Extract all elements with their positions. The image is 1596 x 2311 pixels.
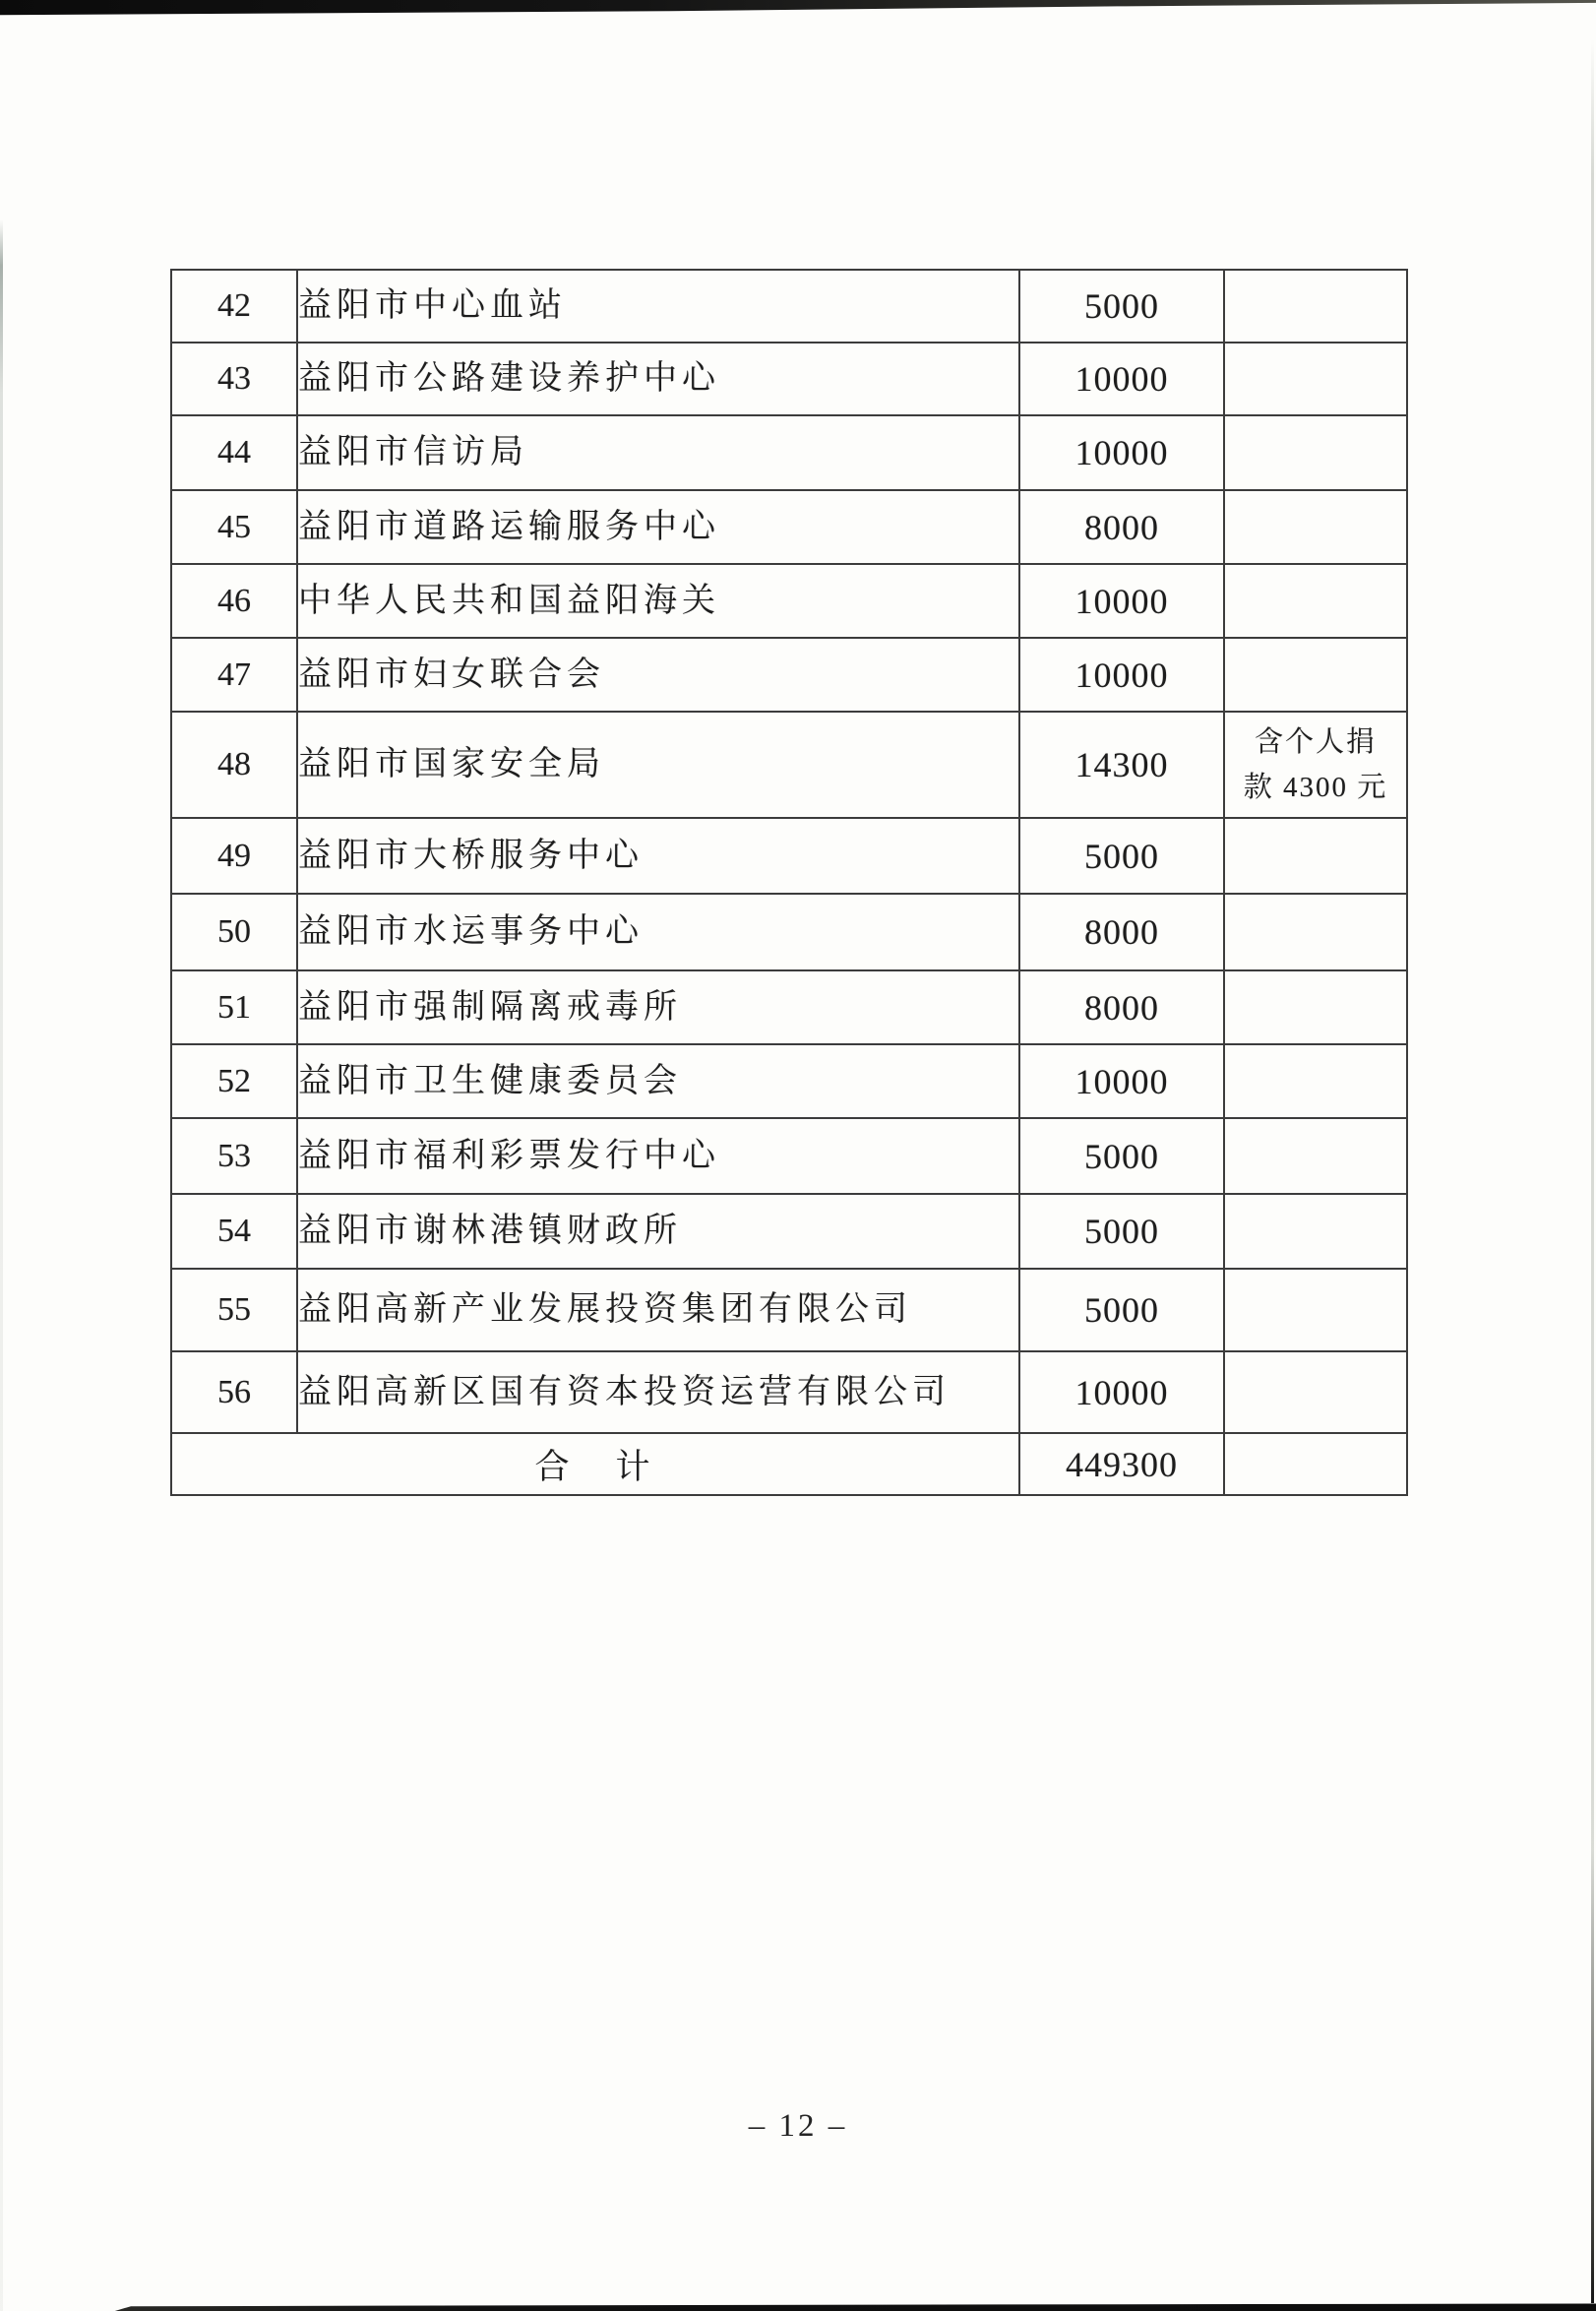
note-cell <box>1224 638 1407 712</box>
org-name-cell: 益阳市国家安全局 <box>297 712 1019 818</box>
amount-cell: 10000 <box>1019 1044 1224 1118</box>
org-name-cell: 益阳市福利彩票发行中心 <box>297 1118 1019 1194</box>
amount-cell: 8000 <box>1019 970 1224 1044</box>
total-label-cell: 合 计 <box>171 1433 1019 1495</box>
note-cell <box>1224 970 1407 1044</box>
note-cell <box>1224 1269 1407 1351</box>
note-line: 含个人捐 <box>1254 726 1377 758</box>
table-row <box>171 818 1407 894</box>
table-row <box>171 564 1407 638</box>
row-number-cell: 43 <box>171 343 297 415</box>
table-row <box>171 712 1407 818</box>
amount-cell: 8000 <box>1019 894 1224 970</box>
org-name-cell: 益阳市信访局 <box>297 415 1019 490</box>
total-row <box>171 1433 1407 1495</box>
org-name-cell: 益阳市妇女联合会 <box>297 638 1019 712</box>
note-cell <box>1224 415 1407 490</box>
row-number-cell: 50 <box>171 894 297 970</box>
row-number-cell: 48 <box>171 712 297 818</box>
row-number-cell: 44 <box>171 415 297 490</box>
org-name-cell: 中华人民共和国益阳海关 <box>297 564 1019 638</box>
note-cell <box>1224 818 1407 894</box>
row-number-cell: 47 <box>171 638 297 712</box>
amount-cell: 10000 <box>1019 638 1224 712</box>
scan-artifact-top-edge <box>0 0 1596 16</box>
table-row <box>171 1269 1407 1351</box>
amount-cell: 8000 <box>1019 490 1224 564</box>
org-name-cell: 益阳高新产业发展投资集团有限公司 <box>297 1269 1019 1351</box>
org-name-cell: 益阳市大桥服务中心 <box>297 818 1019 894</box>
note-cell <box>1224 564 1407 638</box>
donation-table <box>170 269 1408 1496</box>
row-number-cell: 45 <box>171 490 297 564</box>
note-cell <box>1224 894 1407 970</box>
row-number-cell: 51 <box>171 970 297 1044</box>
note-cell <box>1224 343 1407 415</box>
amount-cell: 10000 <box>1019 564 1224 638</box>
amount-cell: 10000 <box>1019 415 1224 490</box>
table-row <box>171 1351 1407 1433</box>
scan-artifact-right-edge <box>1591 39 1594 2303</box>
amount-cell: 5000 <box>1019 1118 1224 1194</box>
amount-cell: 14300 <box>1019 712 1224 818</box>
amount-cell: 10000 <box>1019 343 1224 415</box>
table-row <box>171 490 1407 564</box>
note-cell <box>1224 1118 1407 1194</box>
note-cell <box>1224 1194 1407 1269</box>
table-row <box>171 270 1407 343</box>
row-number-cell: 55 <box>171 1269 297 1351</box>
table-row <box>171 970 1407 1044</box>
org-name-cell: 益阳市强制隔离戒毒所 <box>297 970 1019 1044</box>
table-row <box>171 894 1407 970</box>
note-cell <box>1224 1044 1407 1118</box>
table-row <box>171 1044 1407 1118</box>
table-row <box>171 343 1407 415</box>
table-row <box>171 415 1407 490</box>
page-number: – 12 – <box>748 2108 848 2144</box>
row-number-cell: 54 <box>171 1194 297 1269</box>
total-note-cell <box>1224 1433 1407 1495</box>
row-number-cell: 53 <box>171 1118 297 1194</box>
org-name-cell: 益阳高新区国有资本投资运营有限公司 <box>297 1351 1019 1433</box>
org-name-cell: 益阳市水运事务中心 <box>297 894 1019 970</box>
org-name-cell: 益阳市谢林港镇财政所 <box>297 1194 1019 1269</box>
note-cell <box>1224 490 1407 564</box>
note-cell <box>1224 1351 1407 1433</box>
amount-cell: 5000 <box>1019 1194 1224 1269</box>
row-number-cell: 42 <box>171 270 297 343</box>
amount-cell: 10000 <box>1019 1351 1224 1433</box>
amount-cell: 5000 <box>1019 818 1224 894</box>
org-name-cell: 益阳市卫生健康委员会 <box>297 1044 1019 1118</box>
table-row <box>171 638 1407 712</box>
org-name-cell: 益阳市中心血站 <box>297 270 1019 343</box>
note-cell <box>1224 712 1407 818</box>
note-cell <box>1224 270 1407 343</box>
row-number-cell: 46 <box>171 564 297 638</box>
scan-artifact-left-edge <box>0 0 3 2311</box>
amount-cell: 5000 <box>1019 270 1224 343</box>
scan-artifact-bottom-edge <box>0 2303 1596 2311</box>
org-name-cell: 益阳市道路运输服务中心 <box>297 490 1019 564</box>
total-amount-cell: 449300 <box>1019 1433 1224 1495</box>
org-name-cell: 益阳市公路建设养护中心 <box>297 343 1019 415</box>
amount-cell: 5000 <box>1019 1269 1224 1351</box>
table-row <box>171 1194 1407 1269</box>
table-row <box>171 1118 1407 1194</box>
row-number-cell: 52 <box>171 1044 297 1118</box>
row-number-cell: 49 <box>171 818 297 894</box>
row-number-cell: 56 <box>171 1351 297 1433</box>
note-line: 款 4300 元 <box>1243 772 1388 803</box>
